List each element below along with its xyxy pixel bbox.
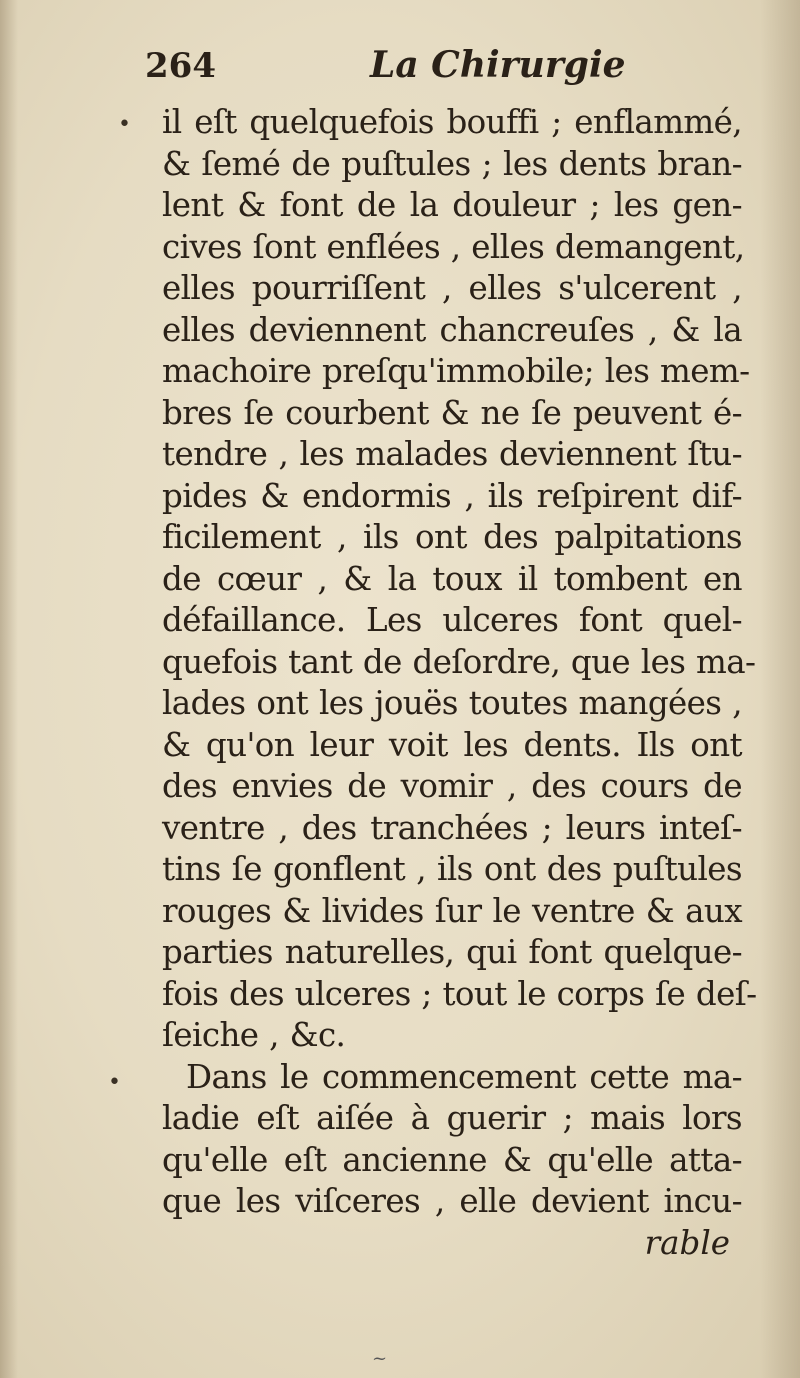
text-line: rouges & livides ſur le ventre & aux	[162, 891, 742, 930]
text-line: elles deviennent chancreuſes , & la	[162, 310, 742, 349]
body-text	[162, 102, 757, 1264]
page-gutter-shadow	[0, 0, 18, 1378]
text-line: pides & endormis , ils reſpirent dif-	[162, 476, 742, 515]
text-line: lades ont les jouës toutes mangées ,	[162, 684, 742, 722]
text-line: de cœur , & la toux il tombent en	[162, 559, 742, 598]
text-line: il eſt quelquefois bouffi ; enflammé,	[162, 103, 742, 141]
text-line: parties naturelles, qui font quelque-	[162, 933, 742, 971]
text-line: bres ſe courbent & ne ſe peuvent é-	[162, 393, 742, 432]
catchword: rable	[644, 1223, 730, 1262]
text-line: cives ſont enflées , elles demangent,	[162, 227, 745, 266]
text-line: tendre , les malades deviennent ſtu-	[162, 435, 742, 473]
text-line: machoire preſqu'immobile; les mem-	[162, 352, 750, 390]
text-line: ficilement , ils ont des palpitations	[162, 518, 742, 556]
page-header	[145, 40, 745, 100]
text-line: qu'elle eſt ancienne & qu'elle atta-	[162, 1140, 742, 1179]
text-line: que les viſceres , elle devient incu-	[162, 1182, 742, 1220]
text-line: lent & font de la douleur ; les gen-	[162, 186, 742, 224]
text-line: & qu'on leur voit les dents. Ils ont	[162, 725, 742, 764]
text-line: fois des ulceres ; tout le corps ſe deſ-	[162, 974, 757, 1013]
paragraph-start-line: Dans le commencement cette ma-	[186, 1057, 742, 1096]
text-line: tins ſe gonflent , ils ont des puſtules	[162, 850, 742, 888]
text-line: quefois tant de deſordre, que les ma-	[162, 642, 756, 681]
text-line: ladie eſt aiſée à guerir ; mais lors	[162, 1099, 742, 1137]
text-line: des envies de vomir , des cours de	[162, 767, 742, 805]
text-line: & ſemé de puſtules ; les dents bran-	[162, 144, 742, 183]
margin-dot: •	[118, 112, 131, 137]
text-line: ſeiche , &c.	[162, 1016, 346, 1054]
margin-dot: •	[108, 1070, 121, 1095]
page-number: 264	[145, 46, 216, 86]
print-smudge: ~	[372, 1348, 388, 1369]
text-line: ventre , des tranchées ; leurs inteſ-	[162, 808, 742, 847]
text-line: elles pourriſſent , elles s'ulcerent ,	[162, 269, 742, 307]
page-edge-shadow	[760, 0, 800, 1378]
running-title: La Chirurgie	[370, 44, 626, 86]
text-line: défaillance. Les ulceres font quel-	[162, 601, 742, 639]
